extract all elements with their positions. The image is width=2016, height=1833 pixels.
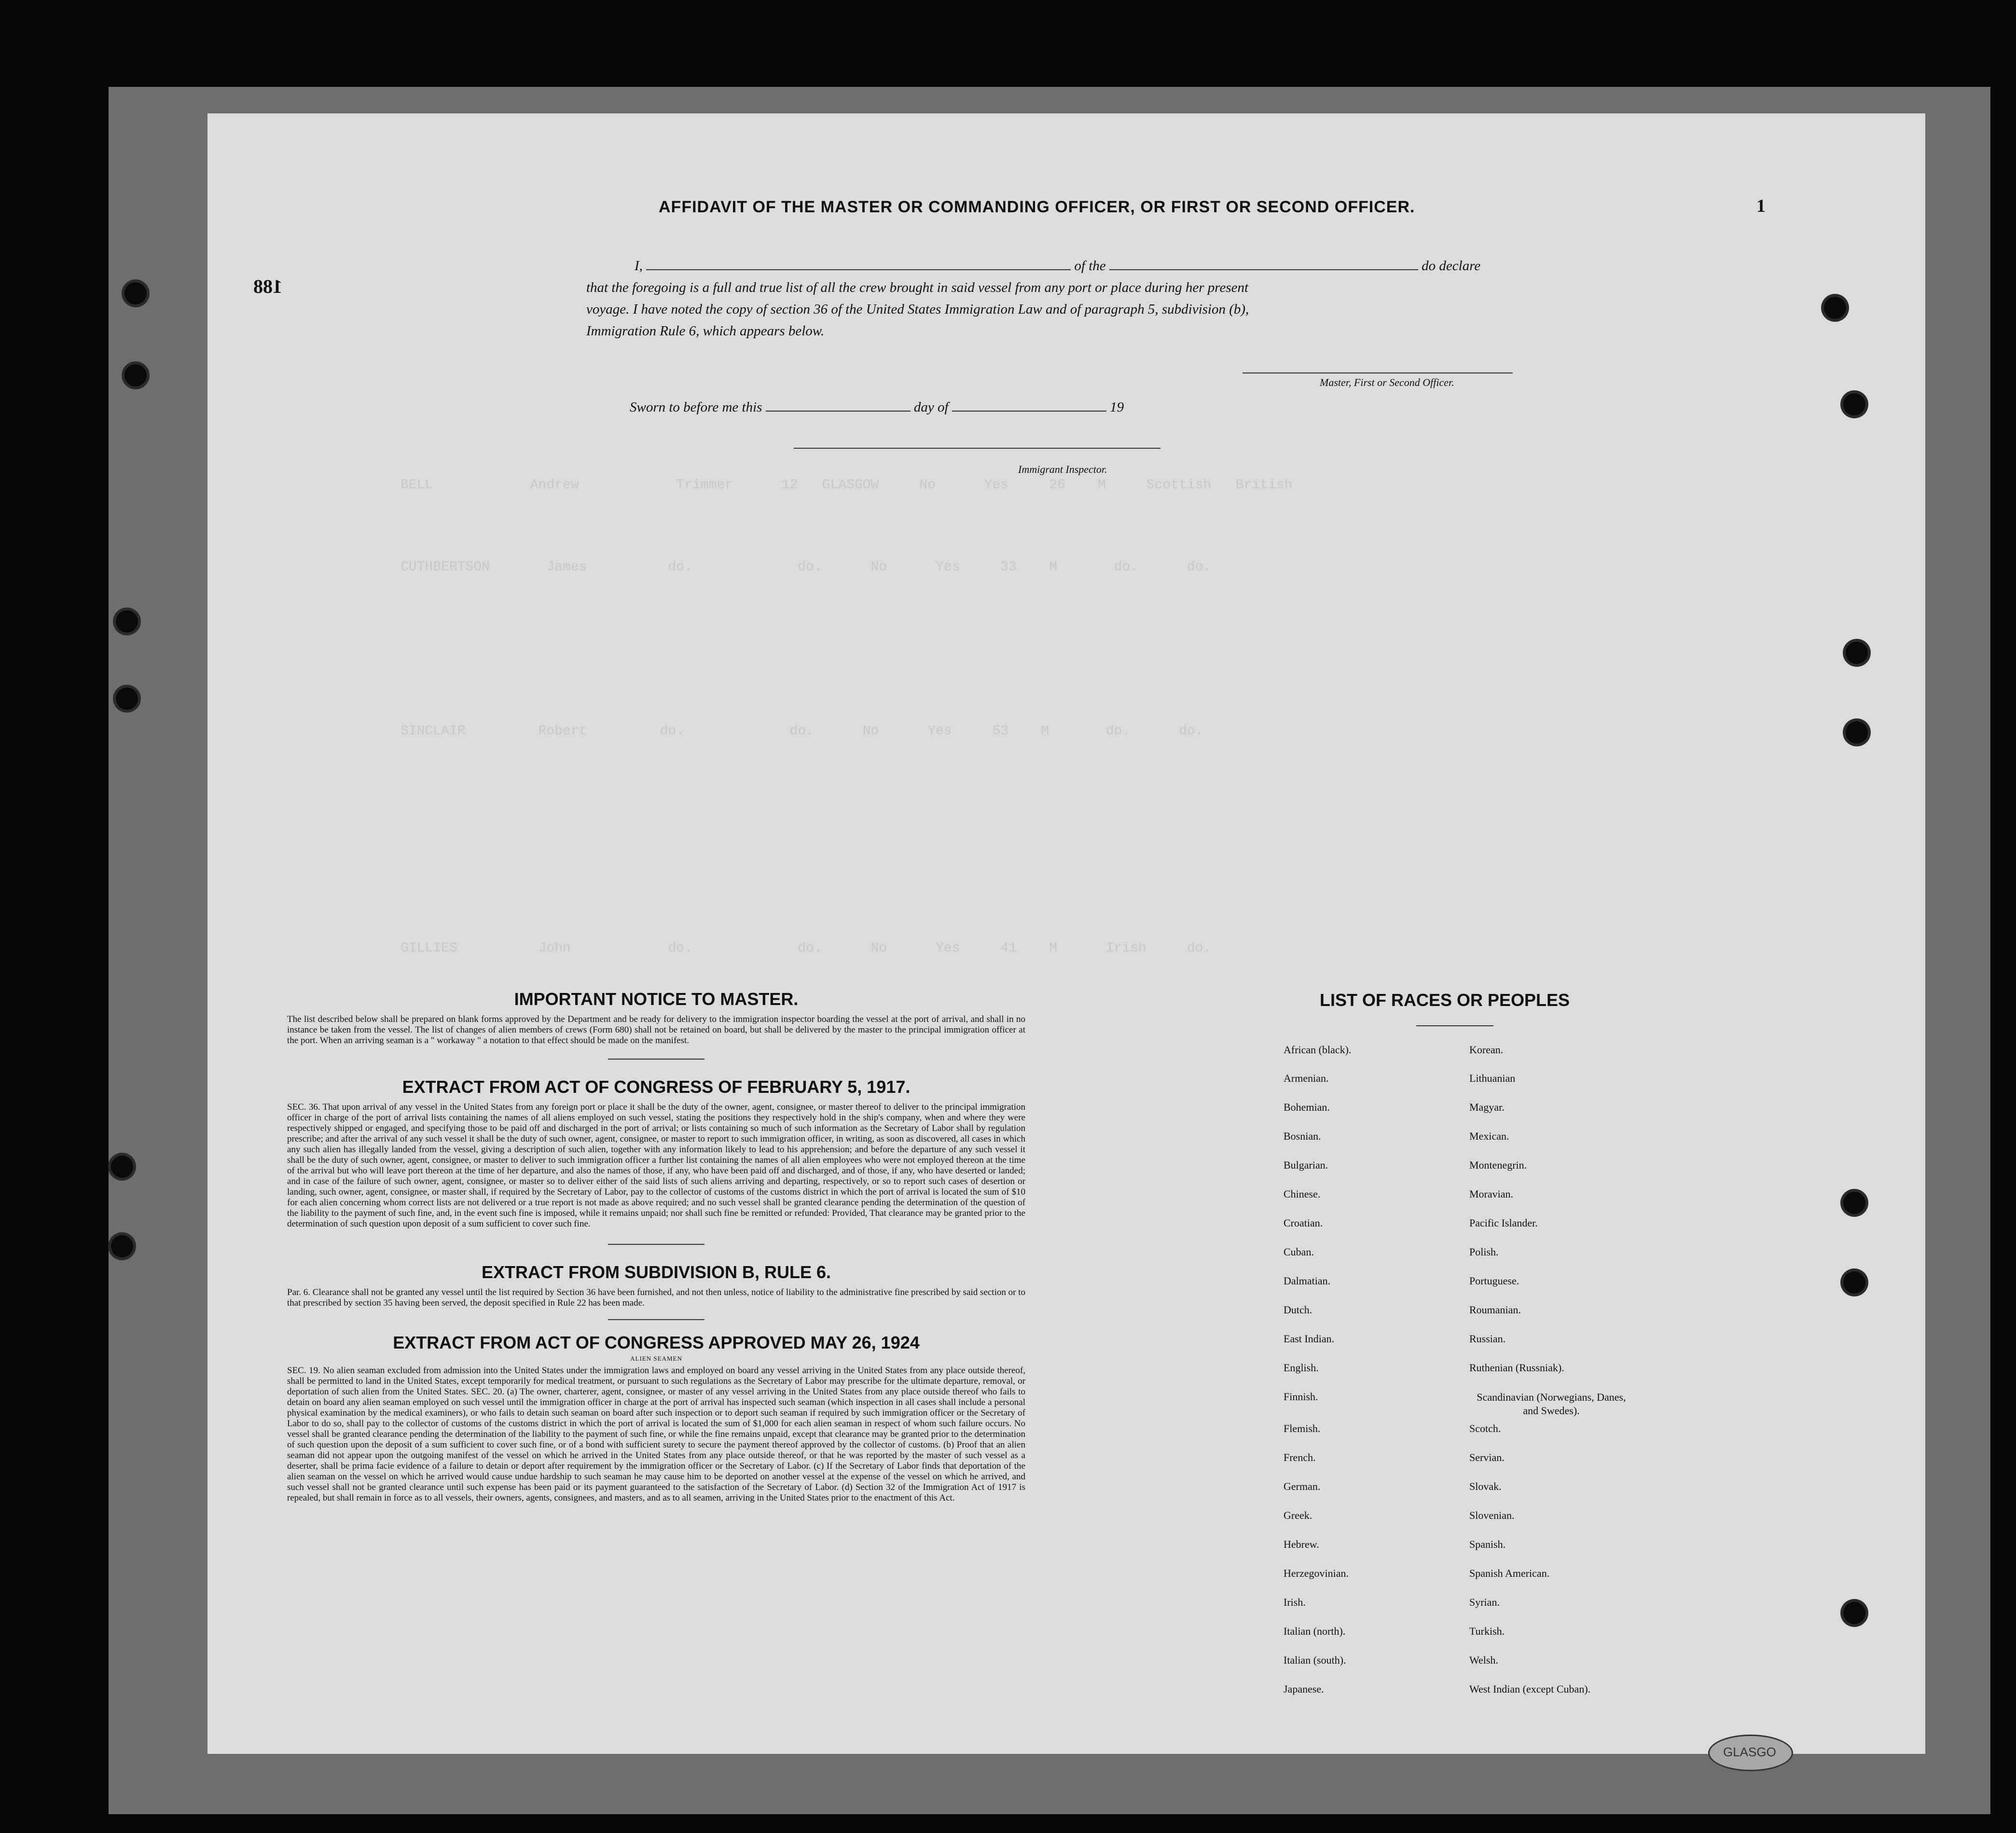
punch-hole xyxy=(124,282,147,304)
punch-hole xyxy=(1846,642,1868,664)
sworn-text: Sworn to before me this xyxy=(630,400,762,415)
race-item: Irish. xyxy=(1284,1596,1306,1608)
punch-hole xyxy=(116,688,138,710)
races-title: LIST OF RACES OR PEOPLES xyxy=(1320,990,1570,1010)
punch-hole xyxy=(124,364,147,386)
punch-hole xyxy=(1824,297,1846,319)
race-item: Italian (south). xyxy=(1284,1654,1346,1666)
race-item: Cuban. xyxy=(1284,1246,1314,1258)
race-item: Herzegovinian. xyxy=(1284,1567,1349,1579)
inspector-caption: Immigrant Inspector. xyxy=(1018,463,1107,475)
extract-1917-title: EXTRACT FROM ACT OF CONGRESS OF FEBRUARY 5, 1917. xyxy=(402,1077,911,1097)
punch-hole xyxy=(1846,721,1868,744)
declaration-line-2: that the foregoing is a full and true list of all the crew brought in said vessel from any port or place during her present xyxy=(586,280,1249,295)
race-item: Slovak. xyxy=(1469,1480,1502,1492)
race-item: African (black). xyxy=(1284,1044,1352,1056)
race-item: Ruthenian (Russniak). xyxy=(1469,1362,1564,1374)
inspector-line xyxy=(794,448,1160,449)
race-item: Flemish. xyxy=(1284,1422,1321,1434)
declaration-do-declare: do declare xyxy=(1422,258,1481,274)
race-item: Greek. xyxy=(1284,1509,1312,1521)
race-item: German. xyxy=(1284,1480,1321,1492)
race-item: Bosnian. xyxy=(1284,1130,1321,1142)
race-item: Armenian. xyxy=(1284,1072,1329,1084)
race-item: English. xyxy=(1284,1362,1319,1374)
race-item: Bulgarian. xyxy=(1284,1159,1328,1171)
race-item: Moravian. xyxy=(1469,1188,1514,1200)
races-title-rule xyxy=(1416,1025,1493,1026)
declaration-i: I, xyxy=(635,258,643,274)
sworn-line xyxy=(630,397,1124,418)
stamp-text: GLASGO xyxy=(1723,1745,1776,1759)
declaration-line-1 xyxy=(635,256,1480,276)
sheet-number: 188 xyxy=(253,276,282,297)
glasgow-stamp xyxy=(1708,1735,1793,1771)
race-item: West Indian (except Cuban). xyxy=(1469,1683,1591,1695)
punch-hole xyxy=(1843,393,1865,415)
punch-hole xyxy=(111,1156,133,1178)
signature-caption: Master, First or Second Officer. xyxy=(1320,376,1454,388)
extract-rule6-title: EXTRACT FROM SUBDIVISION B, RULE 6. xyxy=(481,1262,831,1282)
sworn-year: 19 xyxy=(1110,400,1124,415)
sworn-day-of: day of xyxy=(913,400,949,415)
extract-1924-text: SEC. 19. No alien seaman excluded from admission into the United States under the immigration laws and employed on board any vessel arriving in the United States from any place outside thereof, shall be permitted to land in the United States, except temporarily for medical treatment, or pursuant to such regulations as the Secretary of Labor may prescribe for the ultimate departure, removal, or deportation of such alien from the United States. SEC. 20. (a) The owner, charterer, agent, consignee, or master of any vessel arriving in the United States from any place outside thereof who fails to detain on board any alien seaman employed on such vessel until the immigration officer in charge at the port of arrival has inspected such seaman (which inspection in all cases shall include a personal physical examination by the medical examiners), or who fails to detain such seaman on board after such inspection or to deport such seaman if required by such immigration officer or the Secretary of Labor to do so, shall pay to the collector of customs of the customs district in which the port of arrival is located the sum of $1,000 for each alien seaman in respect of whom such failure occurs. No vessel shall be granted clearance pending the determination of the liability to the payment of such fine, or while the fine remains unpaid, except that clearance may be granted prior to the determination of such question upon the deposit of a sum sufficient to cover such fine, or of a bond with sufficient surety to secure the payment thereof approved by the collector of customs. (b) Proof that an alien seaman did not appear upon the outgoing manifest of the vessel on which he arrived in the United States from any place outside thereof, or that he was reported by the master of such vessel as a deserter, shall be prima facie evidence of a failure to detain or deport after requirement by the immigration officer or the Secretary of Labor. (c) If the Secretary of Labor finds that deportation of the alien seaman on the vessel on which he arrived would cause undue hardship to such seaman he may cause him to be deported on another vessel at the expense of the vessel on which he arrived, and such vessel shall not be granted clearance until such expense has been paid or its payment guaranteed to the satisfaction of the Secretary of Labor. (d) Section 32 of the Immigration Act of 1917 is repealed, but shall remain in force as to all vessels, their owners, agents, consignees, and masters, and as to all seamen, arriving in the United States prior to the enactment of this Act. xyxy=(287,1365,1025,1503)
race-item: Magyar. xyxy=(1469,1101,1505,1113)
notice-title: IMPORTANT NOTICE TO MASTER. xyxy=(514,989,799,1009)
punch-hole xyxy=(1843,1192,1865,1214)
race-item: Bohemian. xyxy=(1284,1101,1330,1113)
race-item: East Indian. xyxy=(1284,1333,1335,1345)
race-item: Japanese. xyxy=(1284,1683,1324,1695)
race-item: Lithuanian xyxy=(1469,1072,1516,1084)
race-item: Spanish. xyxy=(1469,1538,1506,1550)
signature-line xyxy=(1243,372,1513,373)
page-number: 1 xyxy=(1756,196,1766,216)
race-item: Servian. xyxy=(1469,1451,1505,1463)
race-item: Polish. xyxy=(1469,1246,1499,1258)
race-item: Welsh. xyxy=(1469,1654,1498,1666)
race-item: Italian (north). xyxy=(1284,1625,1346,1637)
extract-rule6-text: Par. 6. Clearance shall not be granted any vessel until the list required by Section 36 have been furnished, and not then unless, notice of liability to the administrative fine prescribed by said section or to that prescribed by section 35 having been served, the deposit specified in Rule 22 has been made. xyxy=(287,1287,1025,1308)
race-item: Scotch. xyxy=(1469,1422,1501,1434)
race-item: Dalmatian. xyxy=(1284,1275,1331,1287)
notice-text: The list described below shall be prepared on blank forms approved by the Department and be ready for delivery to the immigration inspector boarding the vessel at the port of arrival, and shall in no instance be taken from the vessel. The list of changes of alien members of crews (Form 680) shall not be retained on board, but shall be delivered by the master to the principal immigration officer at the port. When an arriving seaman is a " workaway " a notation to that effect should be made on the manifest. xyxy=(287,1014,1025,1046)
race-item: Finnish. xyxy=(1284,1391,1318,1403)
punch-hole xyxy=(1843,1271,1865,1294)
race-item: Chinese. xyxy=(1284,1188,1321,1200)
race-item: Portuguese. xyxy=(1469,1275,1519,1287)
document-page xyxy=(207,113,1925,1754)
race-item: Scandinavian (Norwegians, Danes, and Swedes). xyxy=(1477,1391,1626,1417)
notices-column xyxy=(287,989,1025,1503)
extract-1924-subtitle: ALIEN SEAMEN xyxy=(630,1355,682,1362)
race-item: Spanish American. xyxy=(1469,1567,1550,1579)
race-item: Korean. xyxy=(1469,1044,1504,1056)
race-item: Montenegrin. xyxy=(1469,1159,1527,1171)
race-item: Mexican. xyxy=(1469,1130,1509,1142)
declaration-line-3: voyage. I have noted the copy of section 36 of the United States Immigration Law and of paragraph 5, subdivision (b), xyxy=(586,302,1249,317)
extract-1917-text: SEC. 36. That upon arrival of any vessel in the United States from any foreign port or place it shall be the duty of the owner, agent, consignee, or master thereof to deliver to the principal immigration officer in charge of the port of arrival lists containing the names of all aliens employed on such vessel, stating the positions they respectively hold in the ship's company, when and where they were respectively shipped or engaged, and specifying those to be paid off and discharged in the port of arrival; or lists containing so much of such information as the Secretary of Labor shall by regulation prescribe; and after the arrival of any such vessel it shall be the duty of such owner, agent, consignee, or master to report to such immigration officer, in writing, as soon as discovered, all cases in which any such alien has illegally landed from the vessel, giving a description of such alien, together with any information likely to lead to his apprehension; and before the departure of any such vessel it shall be the duty of such owner, agent, consignee, or master to deliver to such immigration officer a further list containing the names of all alien employees who were not employed thereon at the time of the arrival but who will leave port thereon at the time of her departure, and also the names of those, if any, who have been paid off and discharged, and of those, if any, who have deserted or landed; and in case of the failure of such owner, agent, consignee, or master so to deliver either of the said lists of such aliens arriving and departing, respectively, or so to report such cases of desertion or landing, such owner, agent, consignee, or master shall, if required by the Secretary of Labor, pay to the collector of customs of the customs district in which the port of arrival is located the sum of $10 for each alien concerning whom correct lists are not delivered or a true report is not made as above required; and no such vessel shall be granted clearance pending the determination of the question of the liability to the payment of such fine, and, in the event such fine is imposed, while it remains unpaid; nor shall such fine be remitted or refunded: Provided, That clearance may be granted prior to the determination of such question upon deposit of a sum sufficient to cover such fine. xyxy=(287,1102,1025,1229)
affidavit-title: AFFIDAVIT OF THE MASTER OR COMMANDING OFFICER, OR FIRST OR SECOND OFFICER. xyxy=(659,198,1415,216)
declaration-of-the: of the xyxy=(1074,258,1106,274)
race-item: Hebrew. xyxy=(1284,1538,1319,1550)
punch-hole xyxy=(1843,1602,1865,1624)
race-item: Slovenian. xyxy=(1469,1509,1515,1521)
race-item: Pacific Islander. xyxy=(1469,1217,1538,1229)
declaration-line-4: Immigration Rule 6, which appears below. xyxy=(586,323,825,339)
punch-hole xyxy=(116,610,138,633)
race-item: Dutch. xyxy=(1284,1304,1312,1316)
extract-1924-title: EXTRACT FROM ACT OF CONGRESS APPROVED MAY 26, 1924 xyxy=(393,1333,920,1352)
race-item: Syrian. xyxy=(1469,1596,1500,1608)
race-item: Turkish. xyxy=(1469,1625,1505,1637)
race-item: French. xyxy=(1284,1451,1316,1463)
race-item: Russian. xyxy=(1469,1333,1506,1345)
punch-hole xyxy=(111,1235,133,1257)
race-item: Croatian. xyxy=(1284,1217,1323,1229)
race-item: Roumanian. xyxy=(1469,1304,1521,1316)
